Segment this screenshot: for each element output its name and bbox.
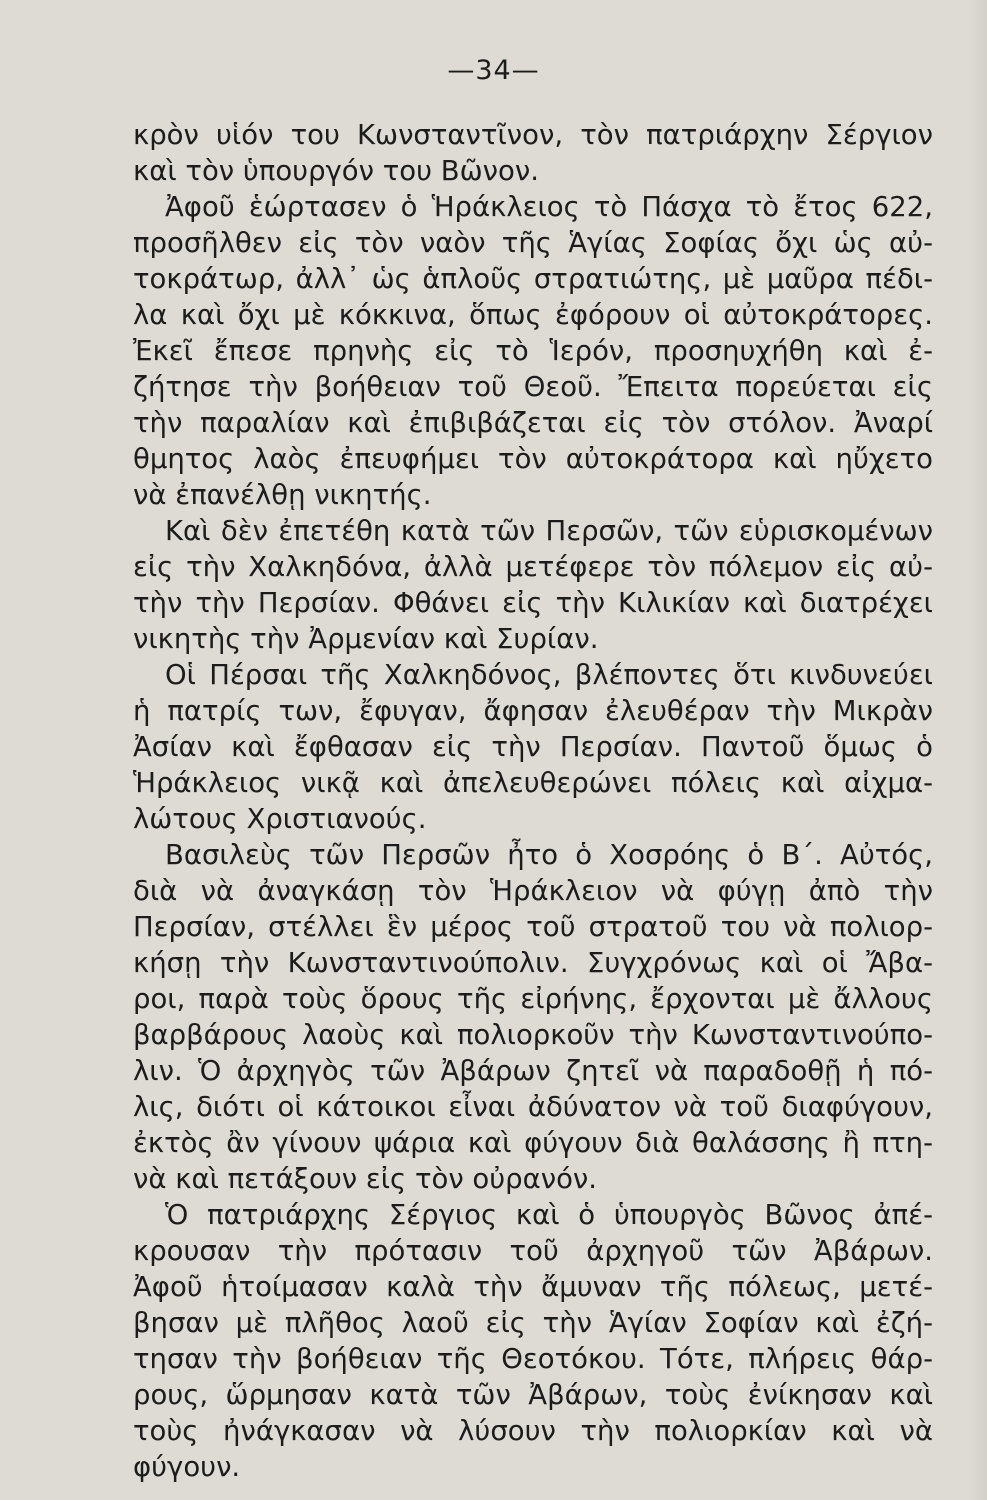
text-line: βησαν μὲ πλῆθος λαοῦ εἰς τὴν Ἁγίαν Σοφίαν καὶ ἐζή- bbox=[133, 1307, 933, 1339]
text-line: Ὁ πατριάρχης Σέργιος καὶ ὁ ὑπουργὸς Βῶνος ἀπέ- bbox=[165, 1199, 933, 1231]
text-line: Βασιλεὺς τῶν Περσῶν ἦτο ὁ Χοσρόης ὁ Β΄. Αὐτός, bbox=[165, 839, 933, 871]
text-line: Ἡράκλειος νικᾷ καὶ ἀπελευθερώνει πόλεις καὶ αἰχμα- bbox=[133, 767, 933, 799]
text-line: νικητὴς τὴν Ἀρμενίαν καὶ Συρίαν. bbox=[133, 623, 599, 655]
text-line: κήσῃ τὴν Κωνσταντινούπολιν. Συγχρόνως καὶ οἱ Ἄβα- bbox=[133, 947, 933, 979]
text-line: ροι, παρὰ τοὺς ὅρους τῆς εἰρήνης, ἔρχονται μὲ ἄλλους bbox=[133, 983, 933, 1015]
text-line: Ἀφοῦ ἑώρτασεν ὁ Ἡράκλειος τὸ Πάσχα τὸ ἔτος 622, bbox=[165, 191, 933, 223]
text-line: Ἀσίαν καὶ ἔφθασαν εἰς τὴν Περσίαν. Παντοῦ ὅμως ὁ bbox=[133, 731, 933, 763]
text-line: Καὶ δὲν ἐπετέθη κατὰ τῶν Περσῶν, τῶν εὑρισκομένων bbox=[165, 515, 933, 547]
text-line: Ἐκεῖ ἔπεσε πρηνὴς εἰς τὸ Ἱερόν, προσηυχήθη καὶ ἐ- bbox=[133, 335, 933, 367]
text-line: Ἀφοῦ ἡτοίμασαν καλὰ τὴν ἄμυναν τῆς πόλεως, μετέ- bbox=[133, 1271, 933, 1303]
text-line: νὰ ἐπανέλθῃ νικητής. bbox=[133, 479, 432, 511]
text-line: ἐκτὸς ἂν γίνουν ψάρια καὶ φύγουν διὰ θαλάσσης ἢ πτη- bbox=[133, 1127, 933, 1159]
text-line: καὶ τὸν ὑπουργόν του Βῶνον. bbox=[133, 155, 539, 187]
text-line: τὴν παραλίαν καὶ ἐπιβιβάζεται εἰς τὸν στόλον. Ἀναρί bbox=[133, 407, 933, 439]
text-line: λα καὶ ὄχι μὲ κόκκινα, ὅπως ἐφόρουν οἱ αὐτοκράτορες. bbox=[133, 299, 933, 331]
text-line: ἡ πατρίς των, ἔφυγαν, ἄφησαν ἐλευθέραν τὴν Μικρὰν bbox=[133, 695, 933, 727]
body-text bbox=[133, 117, 933, 1485]
text-line: κρὸν υἱόν του Κωνσταντῖνον, τὸν πατριάρχην Σέργιον bbox=[133, 119, 933, 151]
text-line: ζήτησε τὴν βοήθειαν τοῦ Θεοῦ. Ἔπειτα πορεύεται εἰς bbox=[133, 371, 933, 403]
text-line: λιν. Ὁ ἀρχηγὸς τῶν Ἀβάρων ζητεῖ νὰ παραδοθῇ ἡ πό- bbox=[133, 1055, 933, 1087]
text-line: τὴν τὴν Περσίαν. Φθάνει εἰς τὴν Κιλικίαν καὶ διατρέχει bbox=[133, 587, 933, 619]
text-line: Περσίαν, στέλλει ἓν μέρος τοῦ στρατοῦ του νὰ πολιορ- bbox=[133, 911, 933, 943]
text-line: λις, διότι οἱ κάτοικοι εἶναι ἀδύνατον νὰ τοῦ διαφύγουν, bbox=[133, 1091, 933, 1123]
text-line: κρουσαν τὴν πρότασιν τοῦ ἀρχηγοῦ τῶν Ἀβάρων. bbox=[133, 1235, 933, 1267]
page-number: —34— bbox=[447, 55, 540, 86]
text-line: τησαν τὴν βοήθειαν τῆς Θεοτόκου. Τότε, πλήρεις θάρ- bbox=[133, 1343, 933, 1375]
text-line: Οἱ Πέρσαι τῆς Χαλκηδόνος, βλέποντες ὅτι κινδυνεύει bbox=[165, 659, 933, 691]
text-line: βαρβάρους λαοὺς καὶ πολιορκοῦν τὴν Κωνσταντινούπο- bbox=[133, 1019, 933, 1051]
text-line: λώτους Χριστιανούς. bbox=[133, 803, 427, 835]
scan-shadow bbox=[969, 0, 987, 1500]
text-line: εἰς τὴν Χαλκηδόνα, ἀλλὰ μετέφερε τὸν πόλεμον εἰς αὐ- bbox=[133, 551, 933, 583]
text-line: φύγουν. bbox=[133, 1451, 241, 1483]
text-line: τοὺς ἠνάγκασαν νὰ λύσουν τὴν πολιορκίαν καὶ νὰ bbox=[133, 1415, 933, 1447]
text-line: τοκράτωρ, ἀλλ᾽ ὡς ἁπλοῦς στρατιώτης, μὲ μαῦρα πέδι- bbox=[133, 263, 933, 295]
text-line: διὰ νὰ ἀναγκάσῃ τὸν Ἡράκλειον νὰ φύγῃ ἀπὸ τὴν bbox=[133, 875, 933, 907]
text-line: ρους, ὥρμησαν κατὰ τῶν Ἀβάρων, τοὺς ἐνίκησαν καὶ bbox=[133, 1379, 933, 1411]
text-line: νὰ καὶ πετάξουν εἰς τὸν οὐρανόν. bbox=[133, 1163, 598, 1195]
text-line: προσῆλθεν εἰς τὸν ναὸν τῆς Ἁγίας Σοφίας ὄχι ὡς αὐ- bbox=[133, 227, 933, 259]
text-line: θμητος λαὸς ἐπευφήμει τὸν αὐτοκράτορα καὶ ηὔχετο bbox=[133, 443, 933, 475]
